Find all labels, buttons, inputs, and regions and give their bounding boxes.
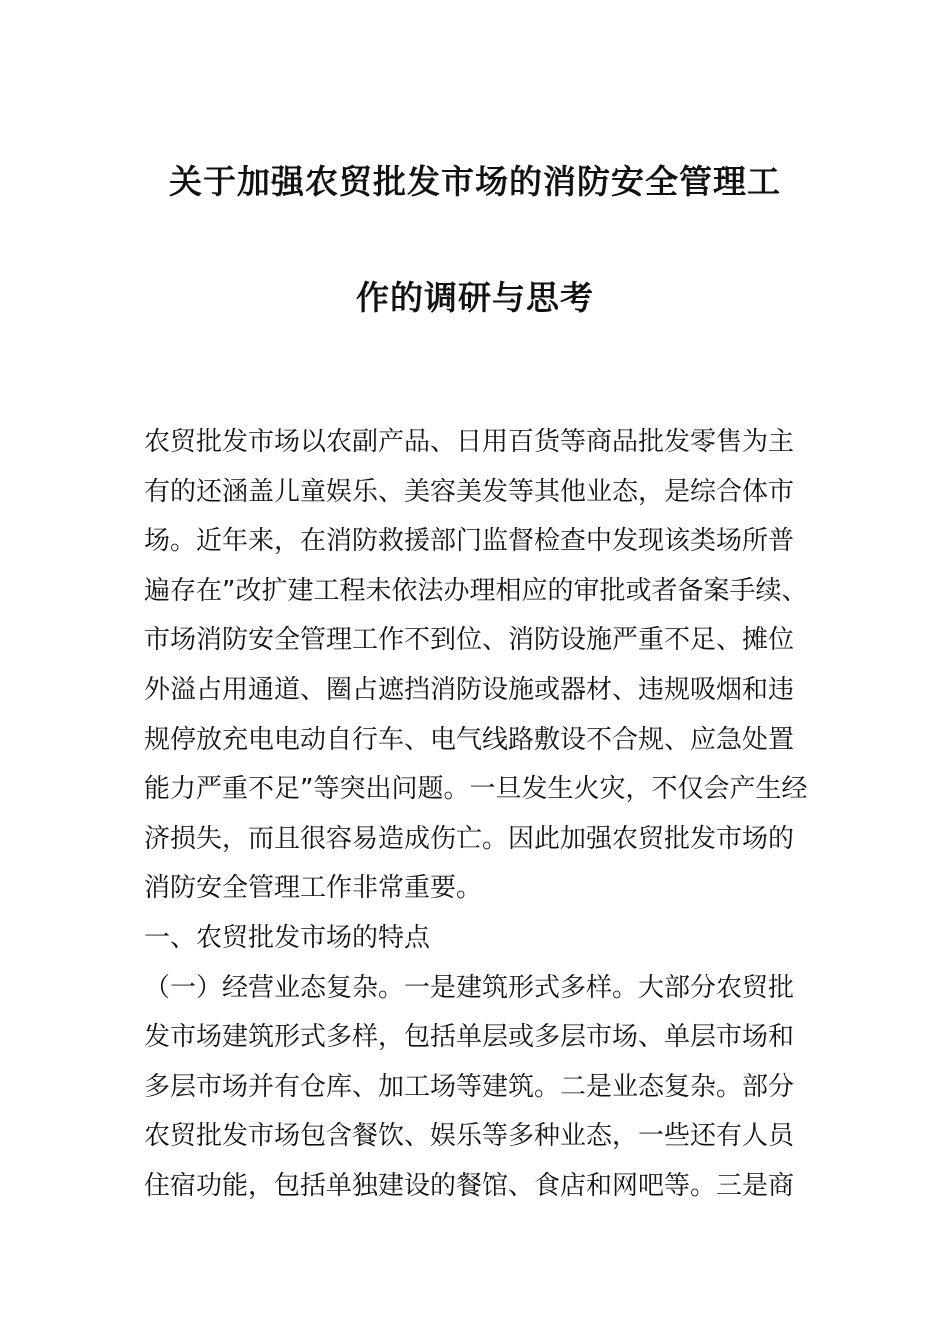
body-line: 规停放充电电动自行车、电气线路敷设不合规、应急处置	[144, 724, 795, 755]
body-line: 有的还涵盖儿童娱乐、美容美发等其他业态，是综合体市	[144, 476, 795, 507]
body-line: 能力严重不足”等突出问题。一旦发生火灾，不仅会产生经	[144, 774, 808, 805]
document-title-line-2: 作的调研与思考	[356, 278, 594, 317]
document-body	[144, 418, 814, 1212]
body-line: 住宿功能，包括单独建设的餐馆、食店和网吧等。三是商	[144, 1170, 795, 1201]
body-line: 济损失，而且很容易造成伤亡。因此加强农贸批发市场的	[144, 823, 795, 854]
body-line: 多层市场并有仓库、加工场等建筑。二是业态复杂。部分	[144, 1071, 795, 1102]
body-line: 消防安全管理工作非常重要。	[144, 873, 483, 904]
body-line: 农贸批发市场以农副产品、日用百货等商品批发零售为主	[144, 427, 795, 457]
body-line: 市场消防安全管理工作不到位、消防设施严重不足、摊位	[144, 625, 795, 656]
document-title-line-1: 关于加强农贸批发市场的消防安全管理工	[169, 162, 781, 201]
body-line: 发市场建筑形式多样，包括单层或多层市场、单层市场和	[144, 1022, 795, 1053]
body-line: 农贸批发市场包含餐饮、娱乐等多种业态，一些还有人员	[144, 1121, 795, 1152]
body-line: （一）经营业态复杂。一是建筑形式多样。大部分农贸批	[144, 972, 795, 1003]
body-line: 场。近年来，在消防救援部门监督检查中发现该类场所普	[144, 526, 795, 557]
section-heading: 一、农贸批发市场的特点	[144, 922, 431, 953]
body-line: 外溢占用通道、圈占遮挡消防设施或器材、违规吸烟和违	[144, 674, 795, 705]
body-line: 遍存在”改扩建工程未依法办理相应的审批或者备案手续、	[144, 575, 808, 606]
